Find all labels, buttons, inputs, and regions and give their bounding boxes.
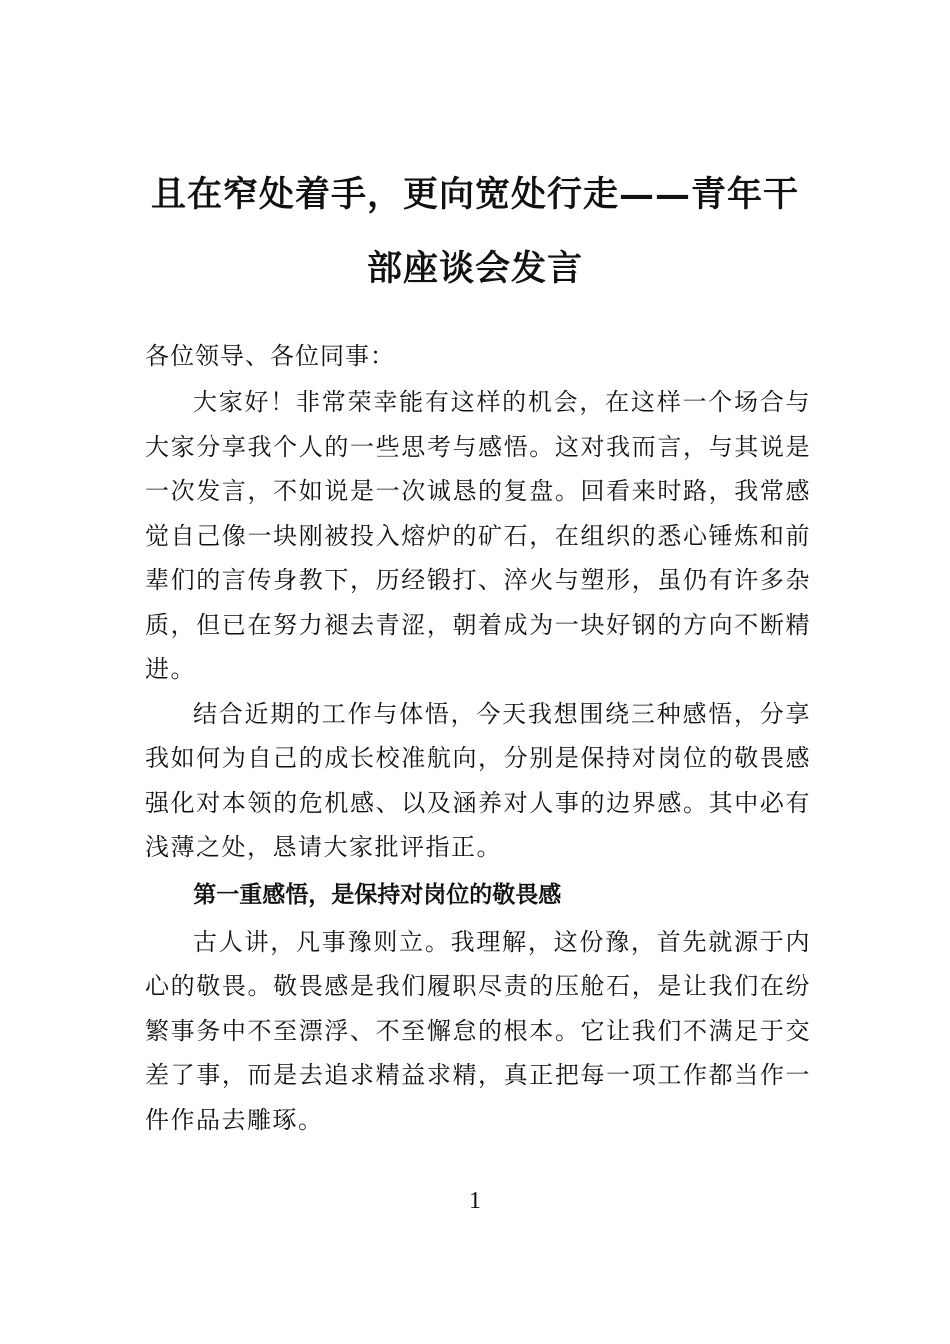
section-heading: 第一重感悟，是保持对岗位的敬畏感 [193,881,562,908]
title-line-2: 部座谈会发言 [366,248,583,289]
paragraph-section-1: 古人讲，凡事豫则立。我理解，这份豫，首先就源于内心的敬畏。敬畏感是我们履职尽责的压舱石，是让我们在纷繁事务中不至漂浮、不至懈怠的根本。它让我们不满足于交差了事，而是去追求精益求精，真正把每一项工作都当作一件作品去雕琢。 [145,927,811,1134]
document-body [145,333,811,1142]
paragraph-overview: 结合近期的工作与体悟，今天我想围绕三种感悟，分享我如何为自己的成长校准航向，分别是保持对岗位的敬畏感强化对本领的危机感、以及涵养对人事的边界感。其中必有浅薄之处，恳请大家批评指正。 [145,699,811,861]
title-line-1: 且在窄处着手，更向宽处行走——青年干 [150,174,799,215]
salutation: 各位领导、各位同事： [145,342,395,370]
paragraph-intro: 大家好！非常荣幸能有这样的机会，在这样一个场合与大家分享我个人的一些思考与感悟。这对我而言，与其说是一次发言，不如说是一次诚恳的复盘。回看来时路，我常感觉自己像一块刚被投入熔炉的矿石，在组织的悉心锤炼和前辈们的言传身教下，历经锻打、淬火与塑形，虽仍有许多杂质，但已在努力褪去青涩，朝着成为一块好钢的方向不断精进。 [145,388,811,683]
page-number: 1 [469,1188,481,1214]
document-title [140,158,810,306]
